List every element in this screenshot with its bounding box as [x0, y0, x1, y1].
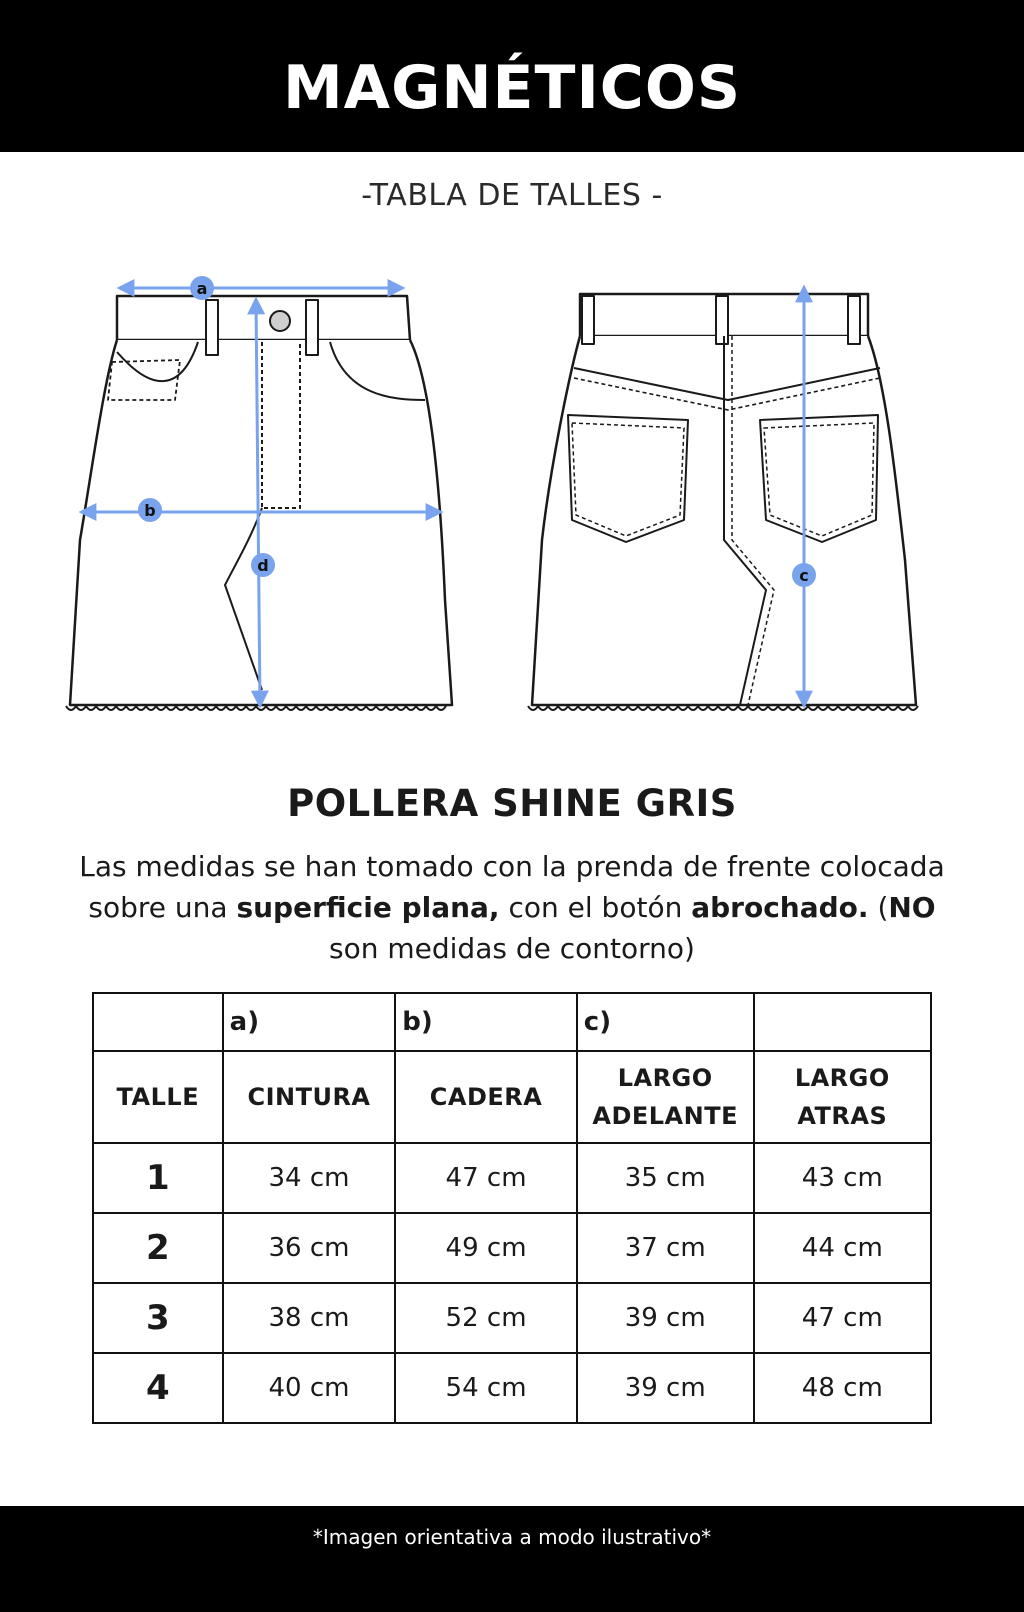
note-text-3: ( — [868, 891, 889, 924]
table-row — [93, 1283, 931, 1353]
note-text-2: con el botón — [499, 891, 692, 924]
note-bold-1: superficie plana, — [236, 891, 500, 924]
table-row — [93, 1143, 931, 1213]
measurement-note — [70, 846, 954, 969]
header-talle: TALLE — [93, 1051, 223, 1143]
cell-largo-adelante: 37 cm — [577, 1213, 754, 1283]
cell-largo-adelante: 35 cm — [577, 1143, 754, 1213]
skirt-measurement-diagram — [0, 260, 1024, 740]
letter-cell: c) — [577, 993, 754, 1051]
note-text-4: son medidas de contorno) — [329, 932, 695, 965]
header-cintura: CINTURA — [223, 1051, 396, 1143]
skirt-back-drawing — [528, 294, 918, 710]
note-bold-3: NO — [888, 891, 936, 924]
cell-cintura: 34 cm — [223, 1143, 396, 1213]
cell-talle: 2 — [93, 1213, 223, 1283]
cell-talle: 3 — [93, 1283, 223, 1353]
note-text-1: Las medidas se han tomado con la prenda de frente colocada sobre una — [79, 850, 945, 924]
cell-cintura: 36 cm — [223, 1213, 396, 1283]
letter-cell — [754, 993, 931, 1051]
cell-largo-atras: 43 cm — [754, 1143, 931, 1213]
cell-cadera: 52 cm — [395, 1283, 577, 1353]
letter-cell — [93, 993, 223, 1051]
cell-talle: 4 — [93, 1353, 223, 1423]
brand-title: MAGNÉTICOS — [282, 53, 742, 123]
note-bold-2: abrochado. — [691, 891, 869, 924]
cell-largo-adelante: 39 cm — [577, 1353, 754, 1423]
label-a: a — [196, 279, 208, 298]
table-letter-row — [93, 993, 931, 1051]
table-header-row — [93, 1051, 931, 1143]
footnote: *Imagen orientativa a modo ilustrativo* — [312, 1525, 712, 1549]
label-b: b — [144, 501, 156, 520]
letter-cell: b) — [395, 993, 577, 1051]
header-largo-adelante: LARGO ADELANTE — [577, 1051, 754, 1143]
size-chart-subtitle: -TABLA DE TALLES - — [361, 178, 663, 213]
footer-bar — [0, 1506, 1024, 1612]
cell-cintura: 38 cm — [223, 1283, 396, 1353]
cell-largo-atras: 47 cm — [754, 1283, 931, 1353]
product-title: POLLERA SHINE GRIS — [287, 782, 737, 825]
cell-largo-atras: 48 cm — [754, 1353, 931, 1423]
header-largo-atras: LARGO ATRAS — [754, 1051, 931, 1143]
header-cadera: CADERA — [395, 1051, 577, 1143]
label-c: c — [799, 566, 809, 585]
cell-cadera: 47 cm — [395, 1143, 577, 1213]
cell-cintura: 40 cm — [223, 1353, 396, 1423]
cell-largo-atras: 44 cm — [754, 1213, 931, 1283]
cell-talle: 1 — [93, 1143, 223, 1213]
table-row — [93, 1353, 931, 1423]
cell-largo-adelante: 39 cm — [577, 1283, 754, 1353]
size-table — [92, 992, 932, 1424]
label-d: d — [257, 556, 269, 575]
cell-cadera: 49 cm — [395, 1213, 577, 1283]
table-row — [93, 1213, 931, 1283]
letter-cell: a) — [223, 993, 396, 1051]
cell-cadera: 54 cm — [395, 1353, 577, 1423]
